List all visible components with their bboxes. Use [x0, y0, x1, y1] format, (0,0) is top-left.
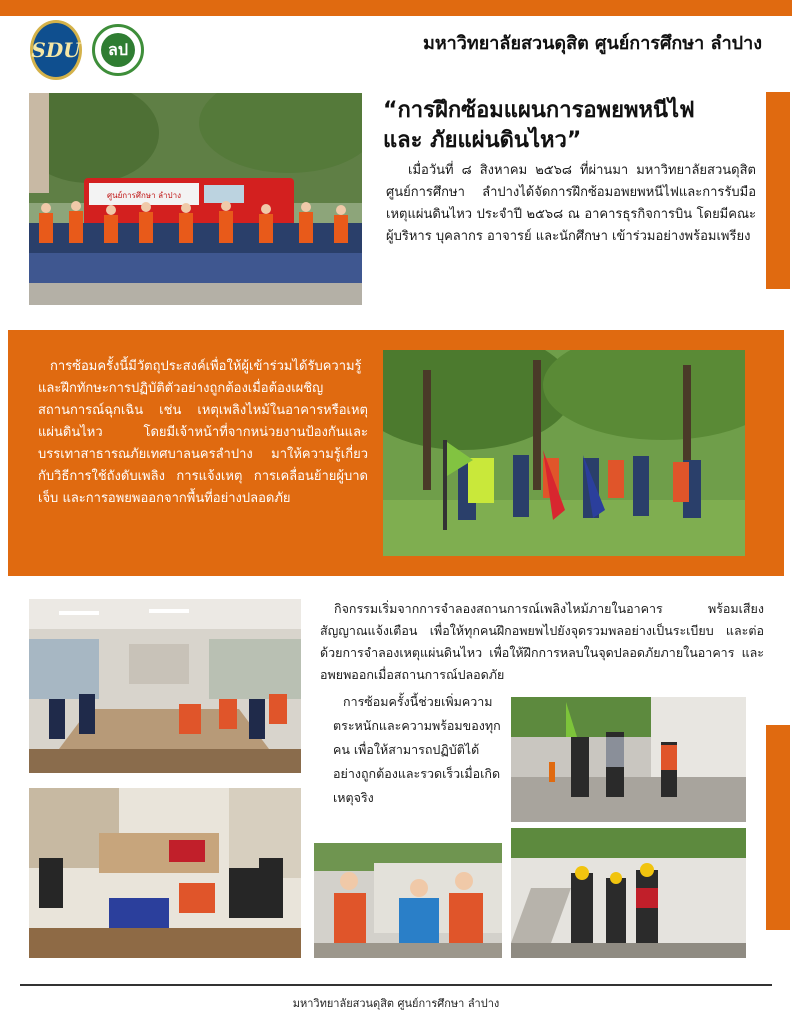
side-accent-bar-bottom — [766, 725, 790, 930]
evacuation-walk-photo — [511, 697, 746, 822]
firefighters-photo — [511, 828, 746, 958]
university-logo-mark: SDU — [31, 38, 81, 62]
benefit-paragraph: การซ้อมครั้งนี้ช่วยเพิ่มความตระหนักและความพร้อมของทุกคน เพื่อให้สามารถปฏิบัติได้อย่างถูกต้องและรวดเร็วเมื่อเกิดเหตุจริง — [333, 694, 501, 805]
earthquake-drill-photo — [29, 788, 301, 958]
objective-paragraph: การซ้อมครั้งนี้มีวัตถุประสงค์เพื่อให้ผู้เข้าร่วมได้รับความรู้และฝึกทักษะการปฏิบัติตัวอย่างถูกต้องเมื่อต้องเผชิญสถานการณ์ฉุกเฉิน เช่น เหตุเพลิงไหม้ในอาคารหรือเหตุแผ่นดินไหว โดยมีเจ้าหน้าที่จากหน่วยงานป้องกันและบรรเทาสาธารณภัยเทศบาลนครลำปาง มาให้ความรู้เกี่ยวกับวิธีการใช้ถังดับเพลิง การแจ้งเหตุ การเคลื่อนย้ายผู้บาดเจ็บ และการอพยพออกจากพื้นที่อย่างปลอดภัย — [38, 359, 368, 506]
extinguisher-training-photo — [314, 843, 502, 958]
side-accent-bar-top — [766, 92, 790, 289]
headline-line-2: และ ภัยแผ่นดินไหว” — [383, 128, 582, 153]
meeting-room-photo — [29, 599, 301, 773]
assembly-point-photo — [383, 350, 745, 556]
top-accent-bar — [0, 0, 792, 16]
university-logo — [30, 20, 82, 80]
intro-paragraph: เมื่อวันที่ ๘ สิงหาคม ๒๕๖๘ ที่ผ่านมา มหาวิทยาลัยสวนดุสิต ศูนย์การศึกษา ลำปางได้จัดการฝึกซ้อมอพยพหนีไฟและการรับมือเหตุแผ่นดินไหว ประจำปี ๒๕๖๘ ณ อาคารธุรกิจการบิน โดยมีคณะผู้บริหาร บุคลากร อาจารย์ และนักศึกษา เข้าร่วมอย่างพร้อมเพรียง — [386, 163, 756, 244]
header-title: มหาวิทยาลัยสวนดุสิต ศูนย์การศึกษา ลำปาง — [422, 33, 762, 54]
headline-line-1: “การฝึกซ้อมแผนการอพยพหนีไฟ — [383, 98, 695, 123]
group-photo-fire-truck — [29, 93, 362, 305]
fire-truck-sign: ศูนย์การศึกษา ลำปาง — [107, 191, 181, 200]
article-headline — [383, 96, 763, 156]
footer-divider — [20, 984, 772, 986]
center-logo — [92, 24, 144, 76]
center-logo-mark: ลป — [108, 39, 128, 59]
activity-paragraph: กิจกรรมเริ่มจากการจำลองสถานการณ์เพลิงไหม้ภายในอาคาร พร้อมเสียงสัญญาณแจ้งเตือน เพื่อให้ทุกคนฝึกอพยพไปยังจุดรวมพลอย่างเป็นระเบียบ และต่อด้วยการจำลองเหตุแผ่นดินไหว เพื่อให้ฝึกการหลบในจุดปลอดภัยภายในอาคาร และอพยพออกเมื่อสถานการณ์ปลอดภัย — [320, 601, 764, 682]
footer-text: มหาวิทยาลัยสวนดุสิต ศูนย์การศึกษา ลำปาง — [292, 997, 500, 1010]
